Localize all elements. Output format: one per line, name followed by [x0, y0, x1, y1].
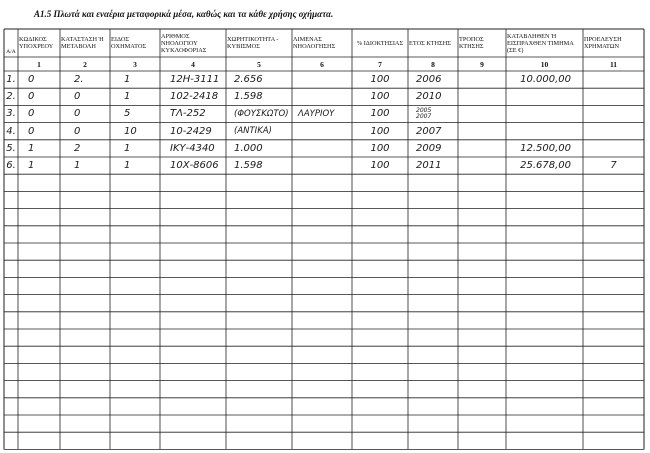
column-number: 4 — [191, 60, 195, 69]
column-number: 2 — [83, 60, 87, 69]
column-number: 11 — [609, 60, 618, 69]
table-cell: 10.000,00 — [520, 74, 571, 86]
column-header: ΧΩΡΗΤΙΚΟΤΗΤΑ - ΚΥΒΙΣΜΟΣ — [227, 36, 279, 50]
table-cell — [458, 89, 506, 104]
table-cell: 2. — [74, 74, 84, 86]
column-header: Α/Α — [6, 49, 16, 55]
table-cell — [583, 106, 644, 121]
table-cell: 1 — [124, 142, 131, 154]
table-cell: 6. — [6, 160, 16, 172]
column-number: 10 — [540, 60, 549, 69]
table-cell — [292, 141, 352, 156]
table-cell: 7 — [610, 160, 617, 172]
table-cell — [583, 124, 644, 139]
table-cell: 0 — [74, 125, 81, 137]
table-cell — [458, 158, 506, 173]
table-cell: ΛΑΥΡΙΟΥ — [298, 108, 335, 119]
column-header: % ΙΔΙΟΚΤΗΣΙΑΣ — [356, 39, 404, 47]
table-cell — [583, 89, 644, 104]
table-cell: 100 — [370, 160, 390, 172]
table-cell: 2 — [74, 142, 81, 154]
table-cell: 1 — [124, 74, 131, 86]
table-cell: 25.678,00 — [520, 160, 571, 172]
table-cell: 2. — [6, 91, 16, 103]
table-cell — [292, 72, 352, 87]
table-cell: 12.500,00 — [520, 142, 571, 154]
column-number: 7 — [378, 60, 382, 69]
table-cell: 10-2429 — [170, 125, 212, 137]
table-cell — [583, 141, 644, 156]
table-cell: 2010 — [416, 91, 442, 103]
table-cell: 0 — [74, 108, 81, 120]
table-cell: 0 — [74, 91, 81, 103]
table-cell: 0 — [28, 74, 35, 86]
table-cell: 1.598 — [234, 160, 263, 172]
table-cell: 1 — [124, 91, 131, 103]
table-cell: 100 — [370, 74, 390, 86]
table-cell: 2011 — [416, 160, 442, 172]
table-cell — [458, 72, 506, 87]
column-header: ΑΡΙΘΜΟΣ ΝΗΟΛΟΓΙΟΥ ΚΥΚΛΟΦΟΡΙΑΣ — [161, 32, 207, 54]
table-cell: 2005 2007 — [416, 106, 432, 120]
table-cell: 1 — [74, 160, 81, 172]
column-header: ΚΩΔΙΚΟΣ ΥΠΟΧΡΕΟΥ — [19, 36, 54, 50]
table-cell: 102-2418 — [170, 91, 219, 103]
table-cell: 10Χ-8606 — [170, 160, 219, 172]
column-number — [4, 60, 18, 70]
table-cell: 2009 — [416, 142, 442, 154]
table-cell: 1.598 — [234, 91, 263, 103]
column-number: 9 — [480, 60, 484, 69]
table-cell: 100 — [370, 91, 390, 103]
table-cell: 100 — [370, 125, 390, 137]
table-cell — [292, 158, 352, 173]
column-number: 8 — [431, 60, 435, 69]
table-cell: 100 — [370, 108, 390, 120]
table-cell — [506, 124, 583, 139]
table-cell: 10 — [124, 125, 137, 137]
column-header: ΤΡΟΠΟΣ ΚΤΗΣΗΣ — [459, 36, 484, 50]
table-cell: 100 — [370, 142, 390, 154]
table-cell — [458, 124, 506, 139]
column-header: ΕΙΔΟΣ ΟΧΗΜΑΤΟΣ — [111, 36, 147, 50]
table-cell: 2.656 — [234, 74, 263, 86]
table-cell — [506, 106, 583, 121]
column-number: 3 — [133, 60, 137, 69]
table-cell: 4. — [6, 125, 16, 137]
column-header: ΠΡΟΕΛΕΥΣΗ ΧΡΗΜΑΤΩΝ — [584, 36, 622, 50]
column-number: 1 — [37, 60, 41, 69]
table-cell — [458, 141, 506, 156]
table-cell: 5 — [124, 108, 131, 120]
table-cell: 1 — [28, 142, 35, 154]
table-cell: 1. — [6, 74, 16, 86]
table-cell: 1 — [124, 160, 131, 172]
column-header: ΚΑΤΑΒΛΗΘΕΝ Ή ΕΙΣΠΡΑΧΘΕΝ ΤΙΜΗΜΑ (ΣΕ €) — [507, 32, 574, 54]
column-header: ΕΤΟΣ ΚΤΗΣΗΣ — [409, 39, 451, 47]
table-cell: (ΑΝΤΙΚΑ) — [234, 126, 272, 137]
table-cell — [292, 89, 352, 104]
table-cell: 0 — [28, 108, 35, 120]
table-cell: 5. — [6, 142, 16, 154]
column-header: ΚΑΤΑΣΤΑΣΗ Ή ΜΕΤΑΒΟΛΗ — [61, 36, 104, 50]
table-cell: 0 — [28, 91, 35, 103]
table-cell: 1 — [28, 160, 35, 172]
table-cell: 0 — [28, 125, 35, 137]
column-number: 6 — [320, 60, 324, 69]
table-cell: (ΦΟΥΣΚΩΤΟ) — [234, 108, 289, 119]
table-cell: 2006 — [416, 74, 442, 86]
table-cell: 3. — [6, 108, 16, 120]
form-title: A1.5 Πλωτά και εναέρια μεταφορικά μέσα, καθώς και τα κάθε χρήσης οχήματα. — [34, 9, 334, 19]
column-header: ΛΙΜΕΝΑΣ ΝΗΟΛΟΓΗΣΗΣ — [293, 36, 336, 50]
table-cell: ΙΚΥ-4340 — [170, 142, 215, 154]
table-cell: 2007 — [416, 125, 442, 137]
table-cell: 12Η-3111 — [170, 74, 220, 86]
table-cell — [458, 106, 506, 121]
column-number: 5 — [257, 60, 261, 69]
table-cell: ΤΛ-252 — [170, 108, 206, 120]
table-cell — [292, 124, 352, 139]
table-cell — [583, 72, 644, 87]
table-cell — [506, 89, 583, 104]
table-cell: 1.000 — [234, 142, 263, 154]
